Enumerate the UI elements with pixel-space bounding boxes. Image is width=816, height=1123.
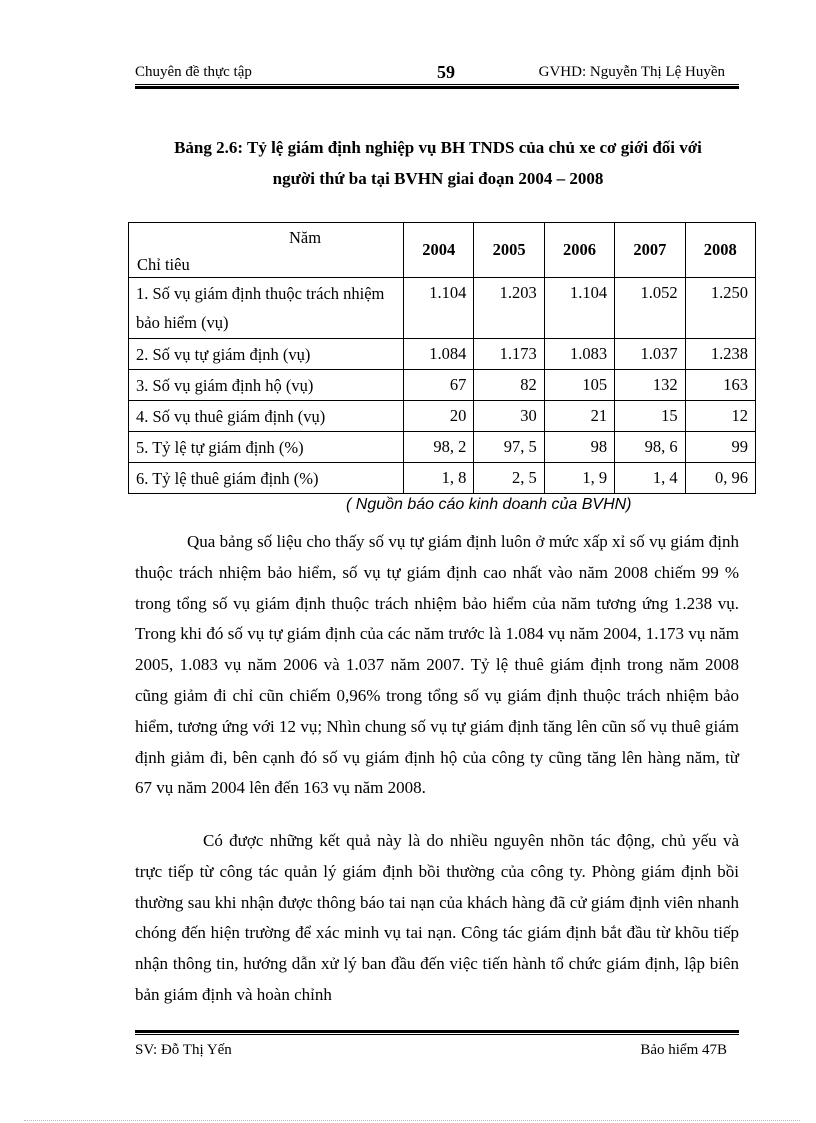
header-rule [135,84,739,89]
table-cell: 1.203 [474,278,544,339]
row-label: 4. Số vụ thuê giám định (vụ) [129,401,404,432]
table-cell: 1.104 [404,278,474,339]
table-title-line2: người thứ ba tại BVHN giai đoạn 2004 – 2008 [272,169,604,188]
row-label: 5. Tỷ lệ tự giám định (%) [129,432,404,463]
table-cell: 82 [474,370,544,401]
table-row [129,370,756,401]
row-label: 1. Số vụ giám định thuộc trách nhiệm bảo hiểm (vụ) [129,278,404,339]
footer-class: Bảo hiểm 47B [640,1042,727,1058]
table-cell: 67 [404,370,474,401]
table-row [129,339,756,370]
table-cell: 0, 96 [685,463,755,494]
table-row [129,401,756,432]
table-cell: 21 [544,401,614,432]
header-subject: Chuyên đề thực tập [135,64,252,80]
body-paragraph-1: Qua bảng số liệu cho thấy số vụ tự giám định luôn ở mức xấp xỉ số vụ giám định thuộc trách nhiệm bảo hiểm, số vụ tự giám định cao nhất vào năm 2008 chiếm 99 % trong tổng số vụ giám định thuộc trách nhiệm bảo hiểm của năm tương ứng 1.238 vụ. Trong khi đó số vụ tự giám định của các năm trước là 1.084 vụ năm 2004, 1.173 vụ năm 2005, 1.083 vụ năm 2006 và 1.037 năm 2007. Tỷ lệ thuê giám định trong năm 2008 cũng giảm đi chỉ cũn chiếm 0,96% trong tổng số vụ giám định thuộc trách nhiệm bảo hiểm, tương ứng với 12 vụ; Nhìn chung số vụ tự giám định tăng lên cũn số vụ thuê giám định giảm đi, bên cạnh đó số vụ giám định hộ của công ty cũng tăng lên hàng năm, từ 67 vụ năm 2004 lên đến 163 vụ năm 2008. [135,532,739,798]
footer-rule [135,1030,739,1035]
table-title-line1: Bảng 2.6: Tỷ lệ giám định nghiệp vụ BH TNDS của chủ xe cơ giới đối với [174,138,702,157]
table-title [128,132,748,194]
table-row [129,432,756,463]
table-cell: 132 [615,370,685,401]
page-header [135,62,739,84]
table-cell: 2, 5 [474,463,544,494]
table-cell: 1.037 [615,339,685,370]
table-cell: 1.250 [685,278,755,339]
corner-cell [129,223,404,278]
page-number: 59 [437,62,455,82]
table-cell: 97, 5 [474,432,544,463]
data-table [128,222,756,494]
row-label: 6. Tỷ lệ thuê giám định (%) [129,463,404,494]
footer-student: SV: Đỗ Thị Yến [135,1042,232,1058]
year-header: 2007 [615,223,685,278]
table-source-note: ( Nguồn báo cáo kinh doanh của BVHN) [346,496,632,513]
table-cell: 99 [685,432,755,463]
table-header-row [129,223,756,278]
table-row [129,278,756,339]
table-cell: 1.104 [544,278,614,339]
header-advisor: GVHD: Nguyễn Thị Lệ Huyền [538,64,725,80]
table-cell: 1.238 [685,339,755,370]
table-cell: 1.083 [544,339,614,370]
corner-year-label: Năm [289,228,322,247]
table-cell: 105 [544,370,614,401]
page-edge-divider [24,1120,800,1121]
table-cell: 163 [685,370,755,401]
row-label: 2. Số vụ tự giám định (vụ) [129,339,404,370]
corner-indicator-label: Chỉ tiêu [137,255,190,274]
table-cell: 1, 8 [404,463,474,494]
table-cell: 30 [474,401,544,432]
year-header: 2004 [404,223,474,278]
table-cell: 20 [404,401,474,432]
year-header: 2008 [685,223,755,278]
year-header: 2005 [474,223,544,278]
table-cell: 98 [544,432,614,463]
table-cell: 98, 2 [404,432,474,463]
body-paragraph-2: Có được những kết quả này là do nhiều nguyên nhõn tác động, chủ yếu và trực tiếp từ công tác quản lý giám định bồi thường của công ty. Phòng giám định bồi thường sau khi nhận được thông báo tai nạn của khách hàng đã cử giám định viên nhanh chóng đến hiện trường để xác minh vụ tai nạn. Công tác giám định bắt đầu từ khõu tiếp nhận thông tin, hướng dẫn xử lý ban đầu đến việc tiến hành tổ chức giám định, lập biên bản giám định và hoàn chỉnh [135,831,739,1004]
table-cell: 15 [615,401,685,432]
table-cell: 1.173 [474,339,544,370]
table-cell: 12 [685,401,755,432]
table-row [129,463,756,494]
table-cell: 98, 6 [615,432,685,463]
row-label: 3. Số vụ giám định hộ (vụ) [129,370,404,401]
table-cell: 1, 9 [544,463,614,494]
table-cell: 1, 4 [615,463,685,494]
year-header: 2006 [544,223,614,278]
table-cell: 1.052 [615,278,685,339]
table-cell: 1.084 [404,339,474,370]
